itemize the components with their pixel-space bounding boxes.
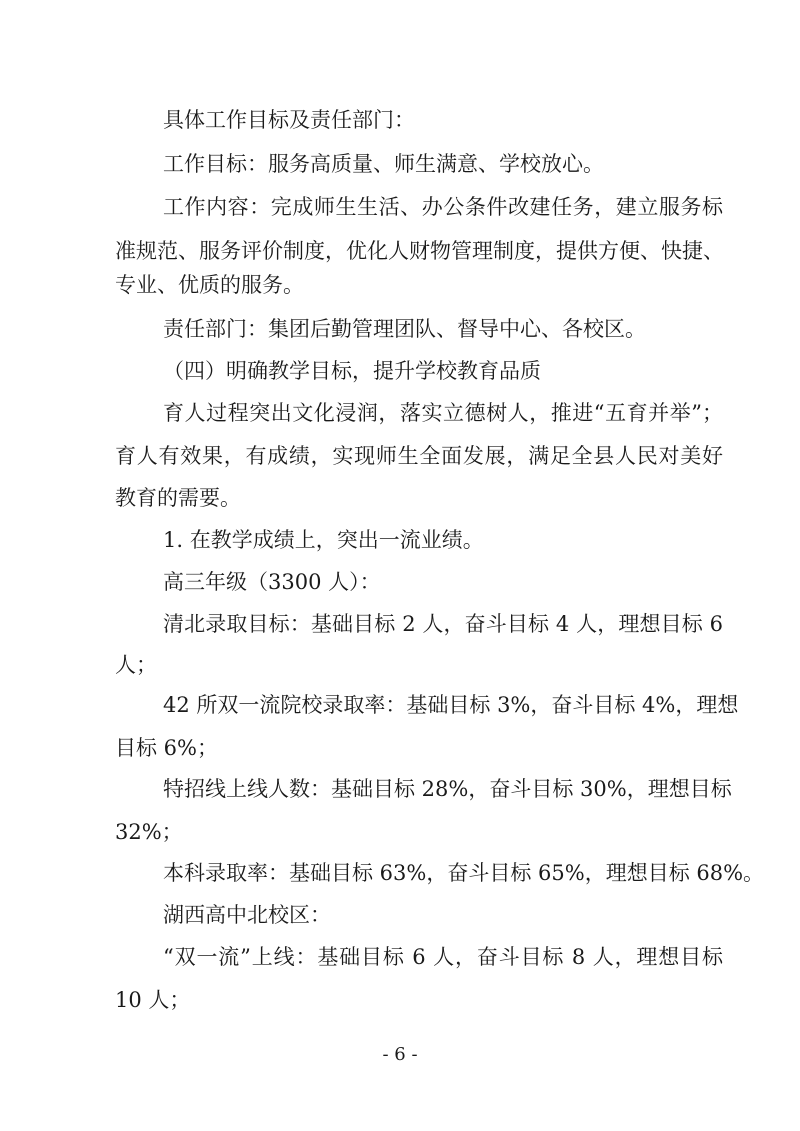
paragraph-line: 42 所双一流院校录取率：基础目标 3%，奋斗目标 4%，理想 (163, 693, 739, 717)
paragraph-line: 特招线上线人数：基础目标 28%，奋斗目标 30%，理想目标 (163, 777, 732, 801)
paragraph-line: 清北录取目标：基础目标 2 人，奋斗目标 4 人，理想目标 6 (163, 612, 723, 636)
paragraph-line: 人； (115, 653, 157, 677)
paragraph-line: 湖西高中北校区： (163, 903, 331, 927)
paragraph-line: 专业、优质的服务。 (115, 273, 304, 297)
paragraph-line: 工作目标：服务高质量、师生满意、学校放心。 (163, 152, 604, 176)
paragraph-line: 育人有效果，有成绩，实现师生全面发展，满足全县人民对美好 (115, 444, 723, 468)
section-heading: （四）明确教学目标，提升学校教育品质 (163, 359, 541, 383)
paragraph-line: 准规范、服务评价制度，优化人财物管理制度，提供方便、快捷、 (115, 239, 724, 263)
paragraph-line: 10 人； (115, 988, 191, 1012)
paragraph-line: 工作内容：完成师生生活、办公条件改建任务，建立服务标 (163, 195, 723, 219)
paragraph-line: 高三年级（3300 人）： (163, 570, 381, 594)
paragraph-line: 育人过程突出文化浸润，落实立德树人，推进“五育并举”； (163, 401, 723, 425)
paragraph-line: 目标 6%； (115, 736, 218, 760)
paragraph-line: 1. 在教学成绩上，突出一流业绩。 (163, 528, 484, 552)
paragraph-line: 32%； (115, 820, 183, 844)
paragraph-line: 责任部门：集团后勤管理团队、督导中心、各校区。 (163, 317, 646, 341)
paragraph-line: 本科录取率：基础目标 63%，奋斗目标 65%，理想目标 68%。 (163, 861, 765, 885)
page-number: - 6 - (382, 1044, 418, 1065)
paragraph-line: “双一流”上线：基础目标 6 人，奋斗目标 8 人，理想目标 (163, 945, 723, 969)
paragraph-line: 教育的需要。 (115, 486, 241, 510)
paragraph-line: 具体工作目标及责任部门： (163, 108, 415, 132)
